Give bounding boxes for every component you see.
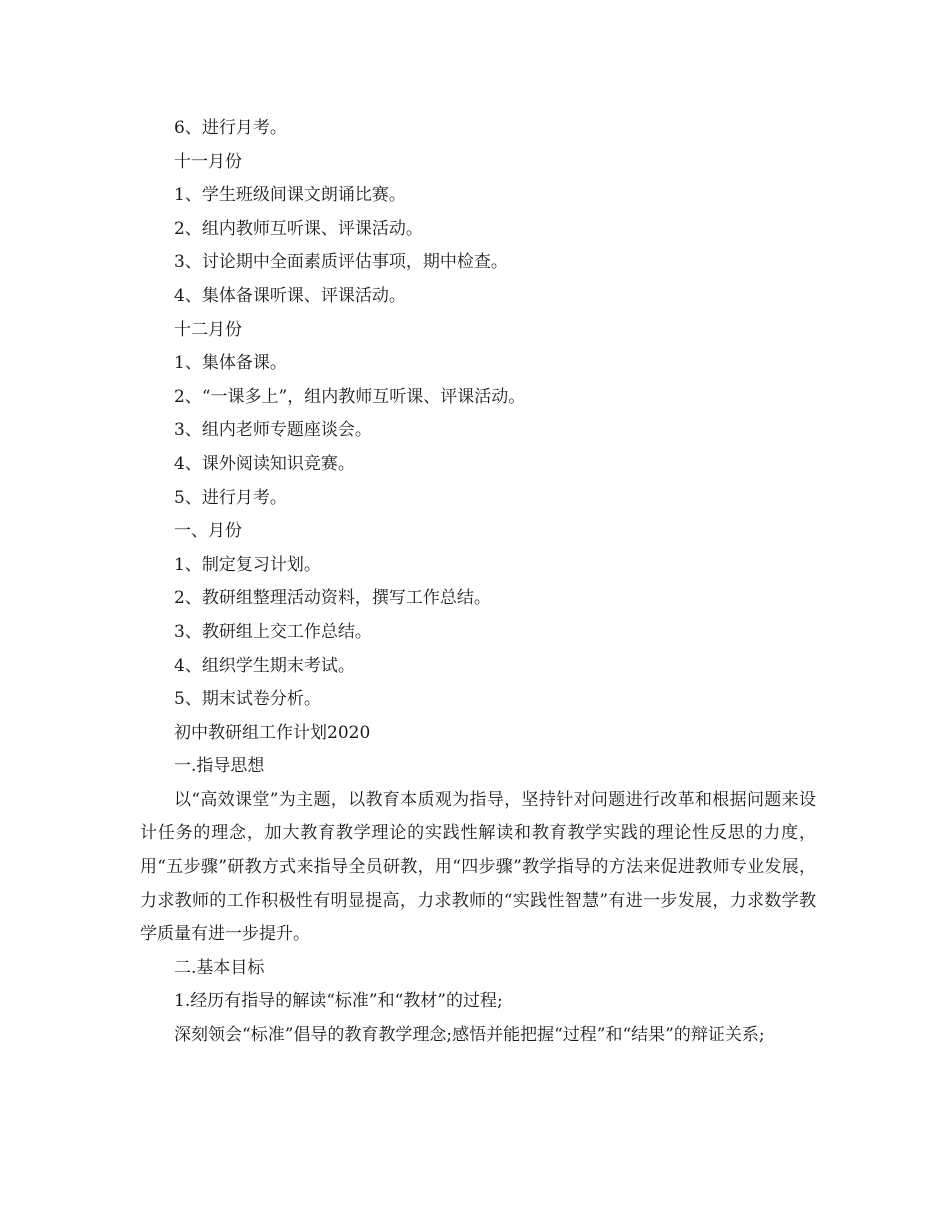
list-line: 5、期末试卷分析。 (174, 689, 321, 710)
document-title: 初中教研组工作计划2020 (174, 722, 371, 743)
list-line: 4、组织学生期末考试。 (174, 655, 355, 676)
section-heading: 一.指导思想 (174, 756, 265, 777)
document-body (140, 112, 816, 1053)
guiding-thought-paragraph: 以“高效课堂”为主题，以教育本质观为指导，坚持针对问题进行改革和根据问题来设计任务的理念，加大教育教学理论的实践性解读和教育教学实践的理论性反思的力度，用“五步骤”研教方式来指导全员研教，用“四步骤”教学指导的方法来促进教师专业发展，力求教师的工作积极性有明显提高，力求教师的“实践性智慧”有进一步发展，力求数学教学质量有进一步提升。 (140, 789, 816, 945)
list-line: 4、集体备课听课、评课活动。 (174, 285, 406, 306)
goal-item: 1.经历有指导的解读“标准”和“教材”的过程; (174, 991, 503, 1012)
list-line: 5、进行月考。 (174, 487, 287, 508)
month-heading: 十一月份 (174, 151, 242, 172)
section-heading: 二.基本目标 (174, 957, 265, 978)
goal-paragraph: 深刻领会“标准”倡导的教育教学理念;感悟并能把握“过程”和“结果”的辩证关系; (174, 1025, 765, 1046)
list-line: 3、组内老师专题座谈会。 (174, 420, 372, 441)
list-line: 1、集体备课。 (174, 353, 287, 374)
list-line: 2、教研组整理活动资料，撰写工作总结。 (174, 588, 491, 609)
list-line: 6、进行月考。 (174, 118, 287, 138)
list-line: 1、学生班级间课文朗诵比赛。 (174, 185, 406, 206)
list-line: 2、“一课多上”，组内教师互听课、评课活动。 (174, 386, 526, 407)
month-heading: 十二月份 (174, 319, 242, 340)
list-line: 3、讨论期中全面素质评估事项，期中检查。 (174, 252, 508, 273)
month-heading: 一、月份 (174, 521, 242, 542)
list-line: 1、制定复习计划。 (174, 554, 321, 575)
list-line: 4、课外阅读知识竞赛。 (174, 453, 355, 474)
list-line: 2、组内教师互听课、评课活动。 (174, 218, 423, 239)
list-line: 3、教研组上交工作总结。 (174, 621, 372, 642)
